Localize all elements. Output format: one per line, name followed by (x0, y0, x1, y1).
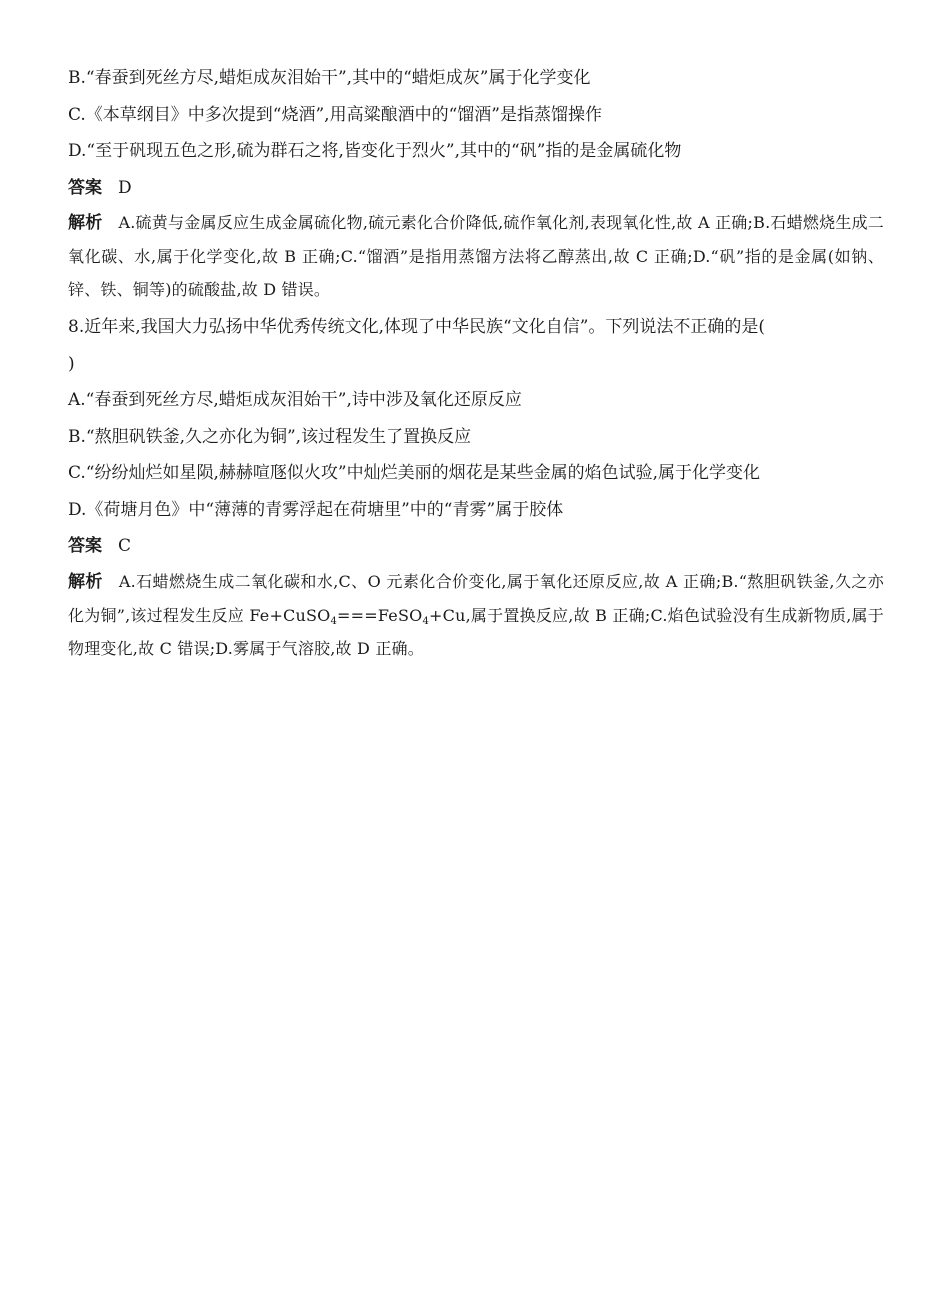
q8-analysis-sub-2: 4 (422, 615, 430, 627)
q8-analysis-text-3: +Cu,属于置换反应,故 B 正确;C.焰色试验没有生成新物质,属于物理变化,故 C 错误;D.雾属于气溶胶,故 D 正确。 (68, 605, 884, 658)
q8-answer-label: 答案 (68, 536, 102, 556)
document-page (68, 60, 884, 668)
q8-analysis-text-1: A.石蜡燃烧生成二氧化碳和水,C、O 元素化合价变化,属于氧化还原反应,故 A 正确;B.“熬胆矾铁釜,久之亦化为铜”,该过程发生反应 Fe+CuSO (68, 571, 884, 625)
q7-answer (68, 170, 884, 207)
q7-analysis-label: 解析 (68, 213, 103, 233)
q8-option-c: C.“纷纷灿烂如星陨,赫赫喧豗似火攻”中灿烂美丽的烟花是某些金属的焰色试验,属于化学变化 (68, 463, 760, 483)
q8-stem-text: 8.近年来,我国大力弘扬中华优秀传统文化,体现了中华民族“文化自信”。下列说法不正确的是( (68, 317, 766, 337)
q7-option-d: D.“至于矾现五色之形,硫为群石之将,皆变化于烈火”,其中的“矾”指的是金属硫化物 (68, 141, 682, 161)
q7-answer-label: 答案 (68, 177, 102, 198)
q7-analysis-text: A.硫黄与金属反应生成金属硫化物,硫元素化合价降低,硫作氧化剂,表现氧化性,故 A 正确;B.石蜡燃烧生成二氧化碳、水,属于化学变化,故 B 正确;C.“馏酒”是指用蒸馏方法将乙醇蒸出,故 C 正确;D.“矾”指的是金属(如钠、锌、铁、铜等)的硫酸盐,故 D 错误。 (68, 213, 885, 299)
q8-analysis-sub-1: 4 (330, 615, 338, 627)
q8-answer-value: C (118, 536, 132, 556)
q8-analysis-text-2: ===FeSO (337, 605, 423, 625)
q7-option-c: C.《本草纲目》中多次提到“烧酒”,用高粱酿酒中的“馏酒”是指蒸馏操作 (68, 104, 602, 125)
q8-answer (68, 528, 884, 565)
q8-analysis-label: 解析 (68, 571, 103, 592)
q7-answer-value: D (118, 177, 132, 198)
q8-stem (68, 309, 884, 382)
q8-option-d: D.《荷塘月色》中“薄薄的青雾浮起在荷塘里”中的“青雾”属于胶体 (68, 499, 564, 520)
q8-stem-tail: ) (68, 353, 75, 374)
q8-option-a: A.“春蚕到死丝方尽,蜡炬成灰泪始干”,诗中涉及氧化还原反应 (68, 390, 522, 410)
q7-analysis (68, 206, 884, 306)
q8-analysis (68, 565, 884, 665)
q7-option-b: B.“春蚕到死丝方尽,蜡炬成灰泪始干”,其中的“蜡炬成灰”属于化学变化 (68, 68, 591, 88)
q8-option-b: B.“熬胆矾铁釜,久之亦化为铜”,该过程发生了置换反应 (68, 426, 472, 447)
